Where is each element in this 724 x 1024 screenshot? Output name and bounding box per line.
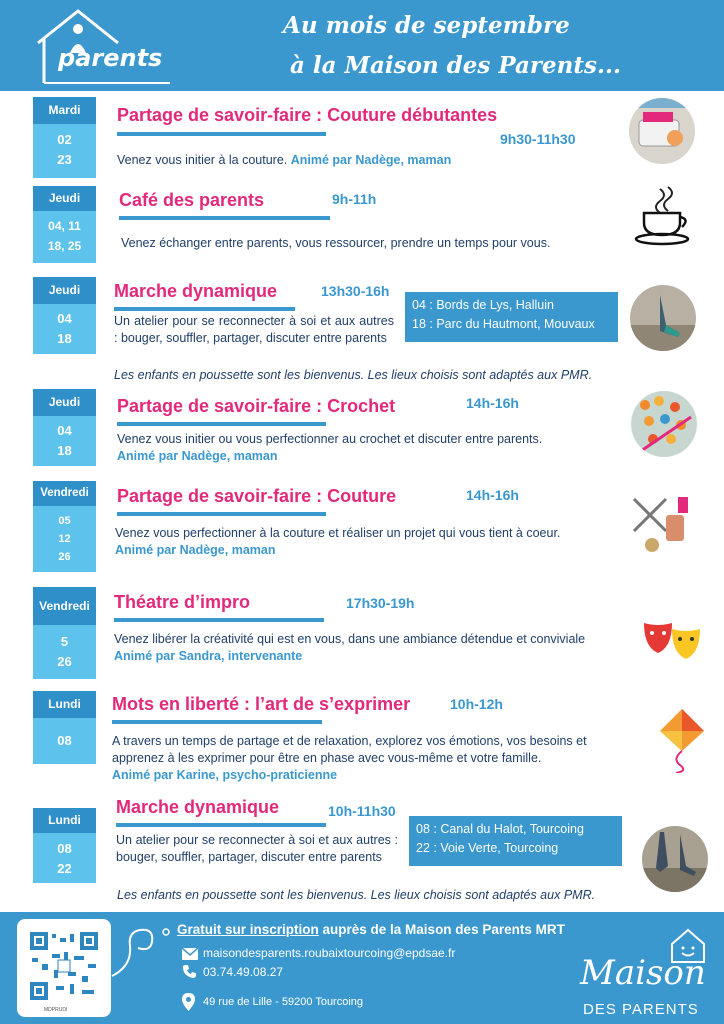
event-description (116, 832, 398, 866)
description-text: Venez vous initier ou vous perfectionner au crochet et discuter entre parents. (117, 432, 543, 446)
location: 08 : Canal du Halot, Tourcoing (416, 822, 584, 836)
event-title: Partage de savoir-faire : Couture (117, 486, 397, 506)
walking-feet-icon (642, 826, 708, 892)
date: 08 (57, 733, 72, 748)
date: 08 (57, 841, 72, 856)
title-underline (116, 823, 326, 827)
event-description (114, 313, 394, 347)
day-dates (33, 718, 96, 764)
logo-text: parents (58, 44, 163, 72)
title-underline (114, 307, 295, 311)
date: 18, 25 (47, 239, 82, 253)
day-name: Jeudi (33, 389, 96, 416)
event-description (114, 631, 585, 665)
theatre-masks-icon (640, 619, 706, 669)
event-time: 10h-11h30 (328, 803, 396, 819)
phone-icon (182, 964, 198, 980)
event-time: 9h30-11h30 (500, 131, 576, 147)
day-box (33, 808, 96, 883)
scissors-thread-icon (628, 491, 698, 557)
date: 05 (58, 515, 71, 527)
event-description (112, 733, 627, 784)
locations-box (405, 292, 618, 342)
day-box (33, 587, 96, 679)
event-title: Mots en liberté : l’art de s’exprimer (112, 694, 411, 714)
day-box (33, 389, 96, 466)
date: 18 (57, 331, 72, 346)
event-title: Marche dynamique (114, 281, 278, 301)
event-title: Partage de savoir-faire : Crochet (117, 396, 396, 416)
description-text: A travers un temps de partage et de relaxation, explorez vos émotions, vos besoins et apprenez à les exprimer pour être en phase avec vous-même et votre famille. (112, 734, 587, 765)
date: 04 (57, 311, 72, 326)
header-title-line1: Au mois de septembre (283, 12, 570, 39)
day-dates (33, 304, 96, 354)
event-description (121, 235, 550, 252)
phone-number[interactable]: 03.74.49.08.27 (203, 965, 284, 979)
date: 02 (57, 132, 72, 147)
day-name: Jeudi (33, 277, 96, 304)
event-time: 13h30-16h (321, 283, 390, 299)
location: 04 : Bords de Lys, Halluin (412, 298, 554, 312)
title-underline (112, 720, 322, 724)
qr-code-icon[interactable] (28, 930, 100, 1002)
event-time: 17h30-19h (346, 595, 415, 611)
date: 23 (57, 152, 72, 167)
date: 22 (57, 861, 72, 876)
date: 12 (58, 533, 71, 545)
event-description (115, 525, 560, 559)
animator-text: Animé par Nadège, maman (290, 153, 452, 167)
animator-text: Animé par Nadège, maman (117, 449, 278, 463)
date: 5 (60, 634, 69, 649)
kite-icon (652, 707, 708, 773)
event-time: 14h-16h (466, 395, 519, 411)
day-name: Vendredi (33, 481, 96, 506)
event-description (117, 431, 542, 465)
description-text: Venez vous initier à la couture. (117, 153, 288, 167)
animator-text: Animé par Sandra, intervenante (114, 649, 303, 663)
date: 18 (57, 443, 72, 458)
day-dates (33, 211, 96, 263)
title-underline (119, 216, 330, 220)
event-time: 9h-11h (332, 191, 377, 207)
description-text: Venez échanger entre parents, vous ressourcer, prendre un temps pour vous. (121, 236, 551, 250)
event-title: Théatre d’impro (114, 592, 251, 612)
title-underline (117, 132, 326, 136)
day-dates (33, 416, 96, 466)
day-name: Vendredi (33, 587, 96, 625)
day-box (33, 691, 96, 764)
day-box (33, 97, 96, 178)
inscription-link[interactable]: Gratuit sur inscription (177, 922, 319, 937)
header-title-line2: à la Maison des Parents... (290, 52, 621, 79)
event-note: Les enfants en poussette sont les bienvenus. Les lieux choisis sont adaptés aux PMR. (114, 368, 593, 382)
event-title: Marche dynamique (116, 797, 280, 817)
day-box (33, 186, 96, 263)
title-underline (117, 512, 326, 516)
date: 26 (58, 551, 71, 563)
event-time: 10h-12h (450, 696, 503, 712)
date: 04 (57, 423, 72, 438)
description-text: Venez libérer la créativité qui est en vous, dans une ambiance détendue et conviviale (114, 632, 586, 646)
description-text: Venez vous perfectionner à la couture et réaliser un projet qui vous tient à coeur. (115, 526, 561, 540)
date: 26 (57, 654, 72, 669)
event-note: Les enfants en poussette sont les bienvenus. Les lieux choisis sont adaptés aux PMR. (117, 888, 596, 902)
animator-text: Animé par Nadège, maman (115, 543, 276, 557)
inscription-text (177, 922, 565, 937)
event-description (117, 152, 451, 169)
day-name: Mardi (33, 97, 96, 124)
day-dates (33, 506, 96, 572)
coffee-cup-icon (630, 183, 694, 247)
address-text: 49 rue de Lille - 59200 Tourcoing (203, 996, 364, 1008)
crochet-icon (631, 391, 697, 457)
day-name: Lundi (33, 808, 96, 833)
sewing-machine-icon (629, 98, 695, 164)
brand-name-script: Maison (580, 953, 706, 993)
day-dates (33, 625, 96, 679)
location-pin-icon (182, 993, 195, 1011)
mail-icon (182, 947, 198, 959)
location: 22 : Voie Verte, Tourcoing (416, 841, 559, 855)
title-underline (114, 618, 324, 622)
email-link[interactable]: maisondesparents.roubaixtourcoing@epdsae.fr (203, 946, 456, 960)
day-name: Lundi (33, 691, 96, 718)
brand-name-sub: DES PARENTS (583, 1001, 699, 1018)
inscription-rest: auprès de la Maison des Parents MRT (318, 922, 565, 937)
location: 18 : Parc du Hautmont, Mouvaux (412, 317, 595, 331)
event-title: Café des parents (119, 190, 265, 210)
day-name: Jeudi (33, 186, 96, 211)
day-box (33, 481, 96, 572)
description-text: Un atelier pour se reconnecter à soi et aux autres : bouger, souffler, partager, discuter entre parents (114, 314, 394, 345)
day-box (33, 277, 96, 354)
day-dates (33, 124, 96, 178)
event-title: Partage de savoir-faire : Couture débutantes (117, 105, 498, 125)
animator-text: Animé par Karine, psycho-praticienne (112, 768, 338, 782)
date: 04, 11 (48, 219, 81, 233)
locations-box (409, 816, 622, 866)
decorative-swirl-icon (110, 920, 180, 980)
description-text: Un atelier pour se reconnecter à soi et aux autres : bouger, souffler, partager, discuter entre parents (116, 833, 398, 864)
qr-caption: MDPRUDI (44, 1007, 68, 1013)
day-dates (33, 833, 96, 883)
event-time: 14h-16h (466, 487, 519, 503)
title-underline (117, 422, 326, 426)
walking-feet-icon (630, 285, 696, 351)
